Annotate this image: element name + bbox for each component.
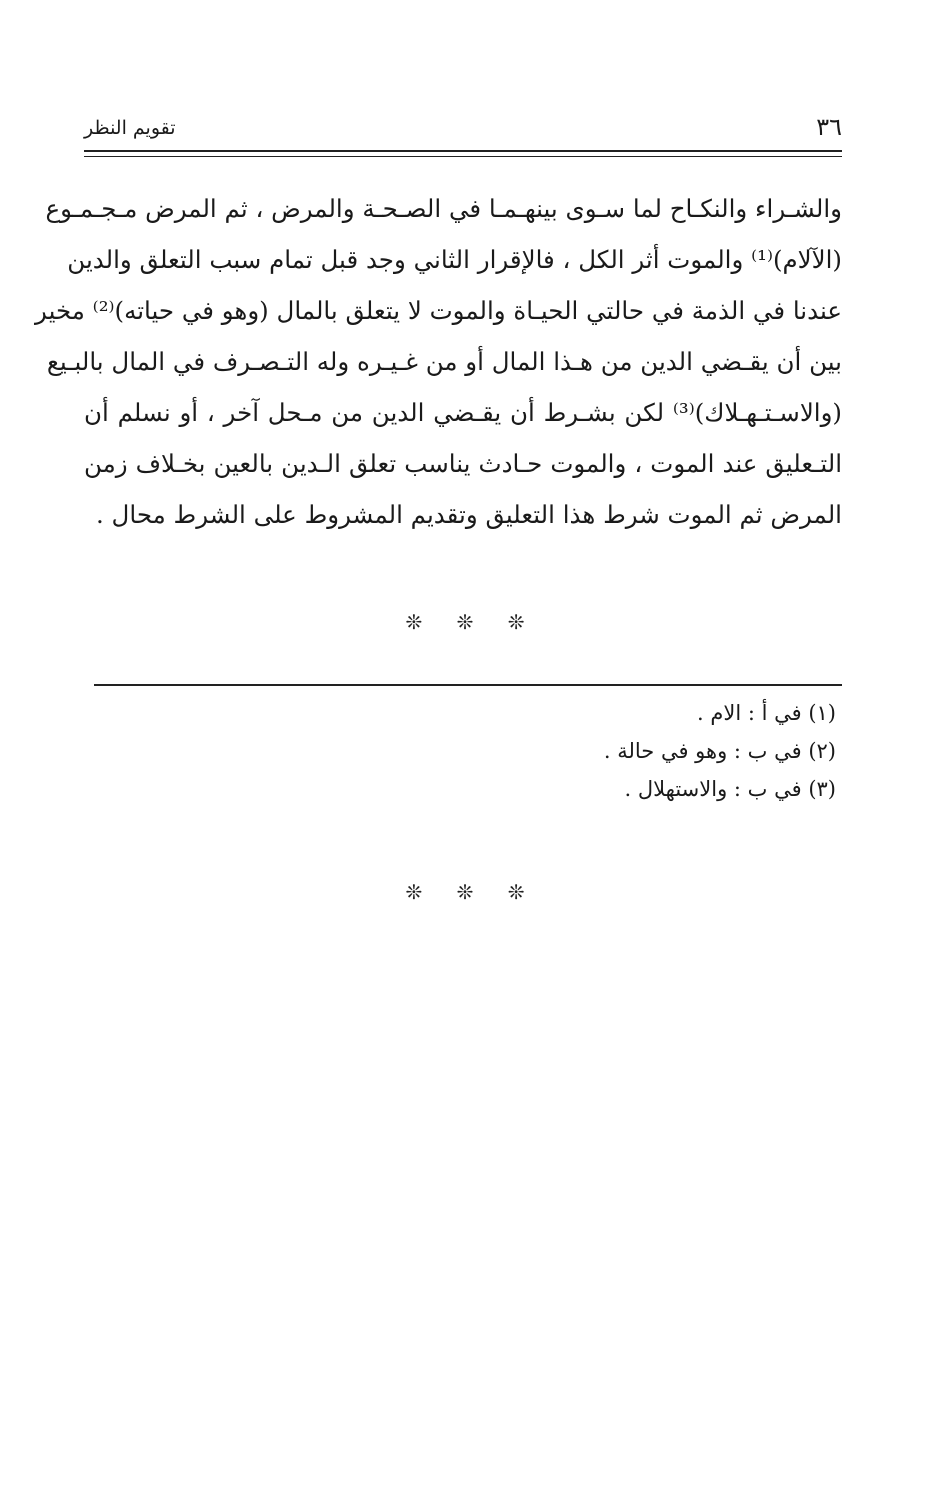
end-separator-ornament: ❊ ❊ ❊ — [405, 880, 539, 904]
running-title: تقويم النظر — [84, 117, 176, 139]
footnote-item: (٣) في ب : والاستهلال . — [624, 777, 836, 801]
running-header — [84, 112, 842, 148]
main-text — [35, 183, 842, 540]
footnotes — [84, 694, 836, 808]
text-line: (والاسـتـهـلاك)⁽³⁾ لكن بشـرط أن يقـضي الدين من مـحل آخر ، أو نسلم أن — [84, 398, 842, 427]
header-double-rule — [84, 150, 842, 157]
footnote-item: (٢) في ب : وهو في حالة . — [603, 739, 836, 763]
text-line: عندنا في الذمة في حالتي الحيـاة والموت لا يتعلق بالمال (وهو في حياته)⁽²⁾ مخير — [35, 296, 842, 325]
text-line: بين أن يقـضي الدين من هـذا المال أو من غـيـره وله التـصـرف في المال بالبـيع — [46, 347, 842, 376]
footnote-rule — [94, 684, 842, 686]
text-line: التـعليق عند الموت ، والموت حـادث يناسب تعلق الـدين بالعين بخـلاف زمن — [84, 449, 842, 478]
page-number: ٣٦ — [816, 113, 842, 141]
text-line: والشـراء والنكـاح لما سـوى بينهـمـا في الصـحـة والمرض ، ثم المرض مـجـمـوع — [45, 194, 842, 223]
text-line: (الآلام)⁽¹⁾ والموت أثر الكل ، فالإقرار الثاني وجد قبل تمام سبب التعلق والدين — [67, 245, 842, 274]
section-separator-ornament: ❊ ❊ ❊ — [405, 610, 539, 634]
text-line: المرض ثم الموت شرط هذا التعليق وتقديم المشروط على الشرط محال . — [95, 500, 842, 529]
footnote-item: (١) في أ : الام . — [697, 701, 836, 725]
